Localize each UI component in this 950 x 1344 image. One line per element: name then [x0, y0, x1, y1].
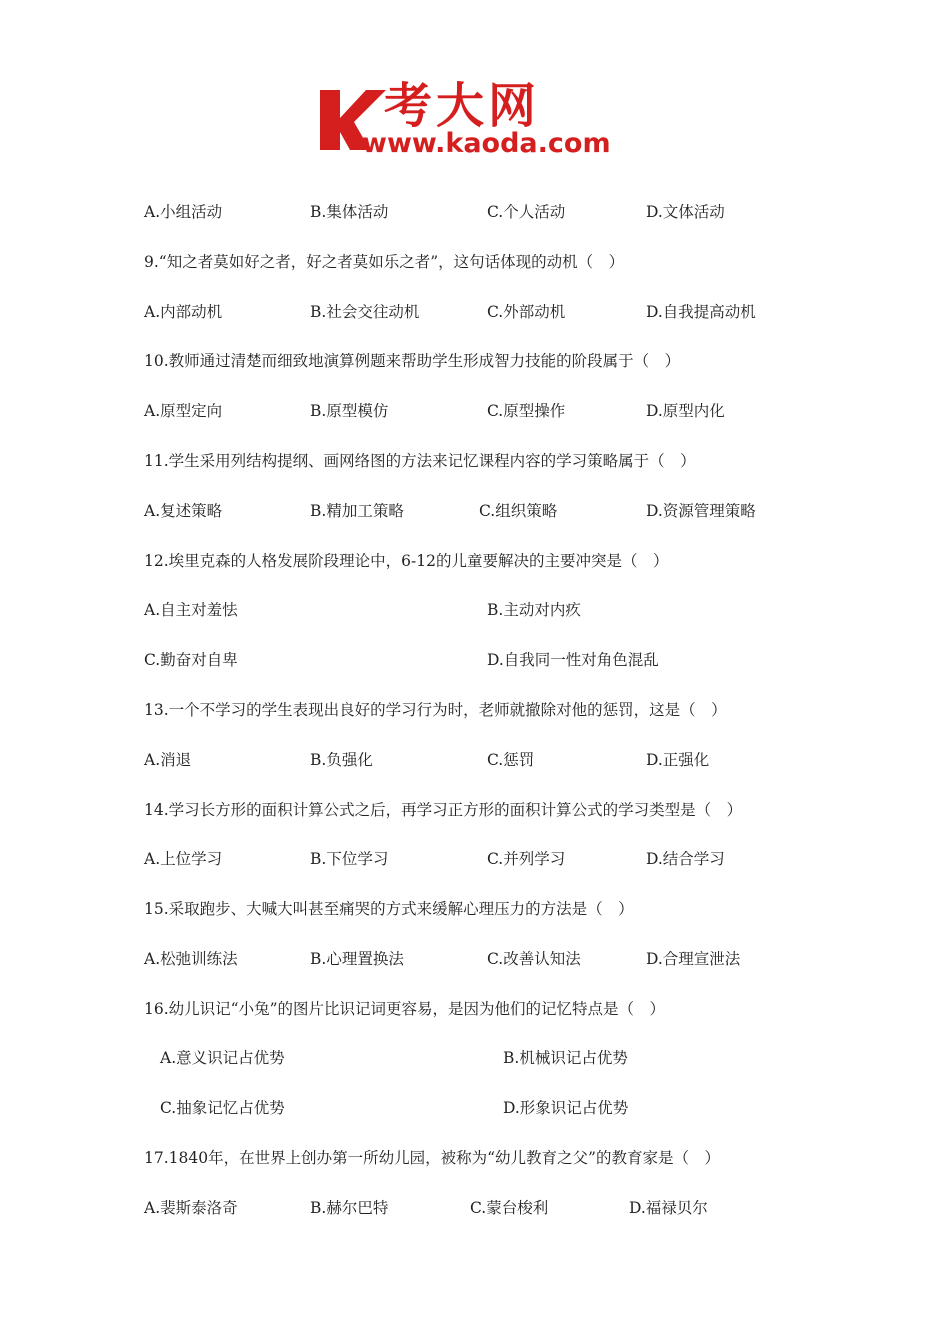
question-13: 13.一个不学习的学生表现出良好的学习行为时，老师就撤除对他的惩罚，这是（ ）	[144, 701, 727, 719]
option-a: A.松弛训练法	[144, 950, 238, 968]
question-12: 12.埃里克森的人格发展阶段理论中，6-12的儿童要解决的主要冲突是（ ）	[144, 552, 669, 570]
option-c: C.改善认知法	[487, 950, 581, 968]
option-a: A.自主对羞怯	[144, 601, 238, 619]
option-d: D.文体活动	[646, 203, 725, 221]
option-d: D.结合学习	[646, 850, 725, 868]
option-c: C.原型操作	[487, 402, 566, 420]
question-15: 15.采取跑步、大喊大叫甚至痛哭的方式来缓解心理压力的方法是（ ）	[144, 900, 634, 918]
option-d: D.资源管理策略	[646, 502, 756, 520]
option-d: D.合理宣泄法	[646, 950, 741, 968]
option-b: B.主动对内疚	[487, 601, 581, 619]
question-11: 11.学生采用列结构提纲、画网络图的方法来记忆课程内容的学习策略属于（ ）	[144, 452, 696, 470]
option-d: D.正强化	[646, 751, 710, 769]
question-14: 14.学习长方形的面积计算公式之后，再学习正方形的面积计算公式的学习类型是（ ）	[144, 801, 743, 819]
option-d: D.原型内化	[646, 402, 725, 420]
option-b: B.心理置换法	[310, 950, 404, 968]
question-17: 17.1840年，在世界上创办第一所幼儿园，被称为“幼儿教育之父”的教育家是（ ）	[144, 1149, 720, 1167]
option-b: B.赫尔巴特	[310, 1199, 389, 1217]
option-a: A.消退	[144, 751, 192, 769]
option-a: A.意义识记占优势	[160, 1049, 285, 1067]
option-c: C.外部动机	[487, 303, 566, 321]
option-b: B.原型模仿	[310, 402, 389, 420]
option-d: D.自我同一性对角色混乱	[487, 651, 659, 669]
question-10: 10.教师通过清楚而细致地演算例题来帮助学生形成智力技能的阶段属于（ ）	[144, 352, 681, 370]
option-a: A.小组活动	[144, 203, 223, 221]
option-d: D.形象识记占优势	[503, 1099, 629, 1117]
option-b: B.社会交往动机	[310, 303, 420, 321]
option-a: A.上位学习	[144, 850, 223, 868]
option-a: A.裴斯泰洛奇	[144, 1199, 238, 1217]
option-d: D.福禄贝尔	[629, 1199, 708, 1217]
option-a: A.原型定向	[144, 402, 223, 420]
option-b: B.下位学习	[310, 850, 389, 868]
logo-chinese-text: 考大网	[384, 78, 541, 134]
option-c: C.蒙台梭利	[470, 1199, 549, 1217]
option-a: A.复述策略	[144, 502, 223, 520]
option-c: C.组织策略	[479, 502, 558, 520]
option-b: B.负强化	[310, 751, 373, 769]
kaoda-logo	[318, 80, 638, 160]
option-b: B.机械识记占优势	[503, 1049, 628, 1067]
option-a: A.内部动机	[144, 303, 223, 321]
option-c: C.个人活动	[487, 203, 566, 221]
option-c: C.并列学习	[487, 850, 566, 868]
option-c: C.勤奋对自卑	[144, 651, 238, 669]
logo-url-text: www.kaoda.com	[362, 128, 611, 159]
option-b: B.精加工策略	[310, 502, 404, 520]
question-16: 16.幼儿识记“小兔”的图片比识记词更容易，是因为他们的记忆特点是（ ）	[144, 1000, 666, 1018]
question-9: 9.“知之者莫如好之者，好之者莫如乐之者”，这句话体现的动机（ ）	[144, 253, 625, 271]
option-b: B.集体活动	[310, 203, 389, 221]
option-c: C.抽象记忆占优势	[160, 1099, 285, 1117]
option-d: D.自我提高动机	[646, 303, 756, 321]
option-c: C.惩罚	[487, 751, 535, 769]
